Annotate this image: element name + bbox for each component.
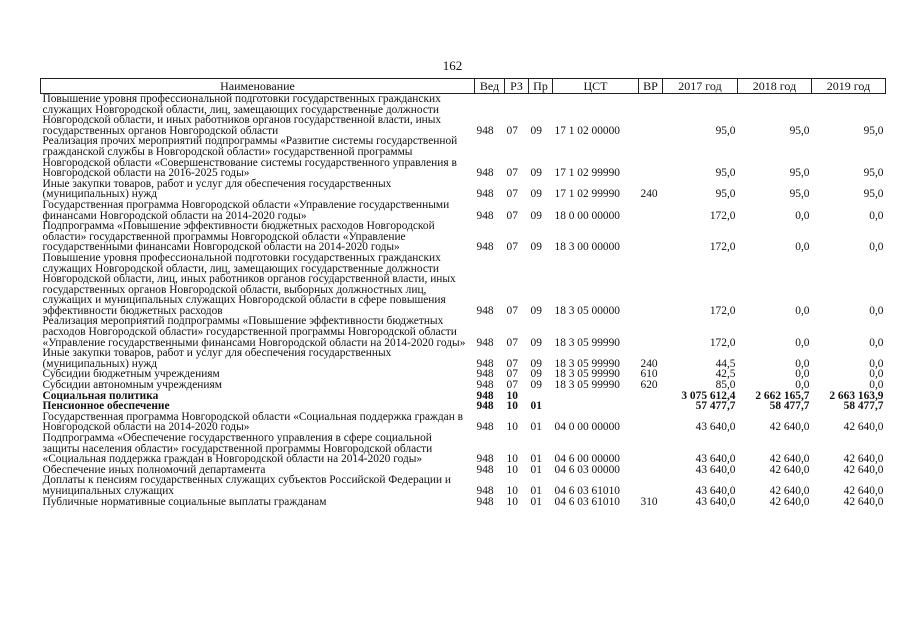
cell-pr: 09 [530,167,542,180]
table-body [41,94,886,508]
cell-cst: 18 0 00 00000 [554,209,620,222]
header-name: Наименование [41,79,475,94]
cell-y2019: 42 640,0 [843,453,884,466]
cell-y2017: 95,0 [715,188,736,201]
cell-ved: 948 [476,336,494,349]
header-2017: 2017 год [663,79,738,94]
cell-y2019: 0,0 [869,357,884,370]
header-vr: ВР [639,79,663,94]
cell-name: Доплаты к пенсиям государственных служащих субъектов Российской Федерации и муниципальных служащих [42,474,452,497]
cell-y2017: 42,5 [715,368,736,381]
cell-y2019: 95,0 [863,188,884,201]
table-row [41,412,886,433]
cell-pr: 01 [530,400,542,413]
cell-cst: 04 6 03 61010 [554,495,620,508]
cell-y2019: 58 477,7 [843,400,884,413]
cell-cst: 04 6 03 00000 [554,463,620,476]
cell-rz: 10 [506,495,518,508]
cell-y2018: 42 640,0 [769,463,810,476]
cell-y2019: 95,0 [863,167,884,180]
cell-name: Иные закупки товаров, работ и услуг для обеспечения государственных (муниципальных) нужд [42,177,392,201]
cell-cst: 17 1 02 99990 [554,167,620,180]
cell-rz: 07 [506,241,518,254]
cell-ved: 948 [476,400,494,413]
page-number: 162 [442,58,463,73]
cell-name: Публичные нормативные социальные выплаты гражданам [42,495,327,508]
cell-y2018: 42 640,0 [769,495,810,508]
cell-cst: 18 3 05 99990 [554,368,620,381]
cell-vr: 240 [640,357,658,370]
table-row [41,136,886,178]
cell-rz: 07 [506,304,518,317]
cell-name: Социальная политика [42,389,159,402]
cell-y2017: 3 075 612,4 [681,389,736,402]
cell-y2019: 42 640,0 [843,495,884,508]
cell-y2018: 95,0 [789,188,810,201]
cell-name: Субсидии автономным учреждениям [42,379,222,392]
cell-y2018: 95,0 [789,124,810,137]
cell-cst: 18 3 05 99990 [554,357,620,370]
cell-pr: 09 [530,379,542,392]
cell-y2019: 0,0 [869,368,884,381]
cell-vr [639,136,663,178]
cell-vr: 240 [640,188,658,201]
cell-vr [639,391,663,402]
cell-y2018: 42 640,0 [769,421,810,434]
cell-rz: 10 [506,400,518,413]
cell-y2017: 172,0 [709,336,736,349]
cell-ved: 948 [476,241,494,254]
table-row [41,433,886,465]
cell-rz: 07 [506,357,518,370]
cell-vr [639,94,663,137]
cell-y2018: 0,0 [795,304,810,317]
cell-y2017: 95,0 [715,167,736,180]
cell-pr: 09 [530,124,542,137]
cell-y2017: 43 640,0 [695,495,736,508]
header-pr: Пр [529,79,553,94]
cell-rz: 10 [506,484,518,497]
cell-cst: 18 3 00 00000 [554,241,620,254]
cell-vr [639,200,663,221]
cell-cst: 18 3 05 99990 [554,336,620,349]
table-row [41,200,886,221]
cell-ved: 948 [476,167,494,180]
cell-y2017: 43 640,0 [695,453,736,466]
cell-ved: 948 [476,379,494,392]
cell-name: Реализация мероприятий подпрограммы «Повышение эффективности бюджетных расходов Новгородской области» государственной программы Новгородской области «Управление государственными финансами Новгородской области на 2014-2020 годы» [42,315,466,349]
cell-name: Пенсионное обеспечение [42,400,170,413]
header-2018: 2018 год [738,79,812,94]
cell-rz: 10 [506,389,518,402]
cell-ved: 948 [476,124,494,137]
cell-vr [639,253,663,317]
cell-y2018: 0,0 [795,209,810,222]
table-row [41,475,886,496]
cell-vr [639,412,663,433]
cell-rz: 07 [506,188,518,201]
cell-cst: 18 3 05 00000 [554,304,620,317]
cell-rz: 07 [506,336,518,349]
cell-cst: 04 6 03 61010 [554,484,620,497]
table-header-row [41,79,886,94]
cell-pr: 01 [530,463,542,476]
cell-name: Государственная программа Новгородской области «Социальная поддержка граждан в Новгородской области на 2014-2020 годы» [42,410,464,434]
cell-vr [639,401,663,412]
cell-y2019: 0,0 [869,209,884,222]
cell-ved: 948 [476,357,494,370]
cell-rz: 10 [506,421,518,434]
cell-pr: 09 [530,357,542,370]
cell-vr: 610 [640,368,658,381]
cell-y2017: 57 477,7 [695,400,736,413]
cell-cst: 17 1 02 99990 [554,188,620,201]
cell-y2019: 0,0 [869,336,884,349]
cell-y2017: 172,0 [709,209,736,222]
cell-pr: 09 [530,188,542,201]
budget-table [40,78,886,507]
cell-y2019: 0,0 [869,241,884,254]
cell-y2018: 95,0 [789,167,810,180]
cell-y2019: 42 640,0 [843,463,884,476]
cell-pr: 01 [530,484,542,497]
cell-y2018: 2 662 165,7 [755,389,810,402]
cell-ved: 948 [476,188,494,201]
cell-pr: 09 [530,368,542,381]
table-row [41,221,886,253]
cell-cst: 04 6 00 00000 [554,453,620,466]
cell-y2017: 44,5 [715,357,736,370]
header-2019: 2019 год [812,79,886,94]
cell-y2019: 2 663 163,9 [829,389,884,402]
cell-vr [639,316,663,348]
cell-y2017: 85,0 [715,379,736,392]
cell-y2017: 43 640,0 [695,484,736,497]
cell-y2019: 95,0 [863,124,884,137]
header-cst: ЦСТ [553,79,639,94]
cell-name: Государственная программа Новгородской области «Управление государственными финансами Новгородской области на 2014-2020 годы» [42,198,450,222]
cell-rz: 07 [506,124,518,137]
cell-y2019: 42 640,0 [843,421,884,434]
table-row [41,497,886,508]
cell-y2018: 0,0 [795,368,810,381]
cell-name: Субсидии бюджетным учреждениям [42,368,220,381]
cell-name: Повышение уровня профессиональной подготовки государственных гражданских служащих Новгородской области, лиц, замещающих государственные должности Новгородской области, и иных работников органов государственной власти, иных государственных органов Новгородской области [42,93,442,137]
cell-y2017: 95,0 [715,124,736,137]
cell-cst: 04 0 00 00000 [554,421,620,434]
header-rz: РЗ [505,79,529,94]
cell-cst: 18 3 05 99990 [554,379,620,392]
cell-pr: 09 [530,209,542,222]
cell-ved: 948 [476,368,494,381]
cell-pr: 01 [530,453,542,466]
cell-vr [639,221,663,253]
cell-ved: 948 [476,484,494,497]
cell-ved: 948 [476,463,494,476]
cell-pr: 01 [530,495,542,508]
cell-y2018: 42 640,0 [769,484,810,497]
cell-name: Повышение уровня профессиональной подготовки государственных гражданских служащих Новгородской области, лиц, замещающих государственные должности Новгородской области, лиц, иных работников органов государственной власти, иных государственных органов Новгородской области, выборных должностных лиц, служащих и муниципальных служащих Новгородской области в сфере повышения эффективности бюджетных расходов [42,251,456,317]
cell-name: Реализация прочих мероприятий подпрограммы «Развитие системы государственной гражданской службы в Новгородской области» государственной программы Новгородской области «Совершенствование системы государственного управления в Новгородской области на 2016-2025 годы» [42,135,458,180]
cell-ved: 948 [476,453,494,466]
cell-y2017: 172,0 [709,241,736,254]
cell-rz: 07 [506,167,518,180]
cell-y2019: 0,0 [869,379,884,392]
cell-y2017: 43 640,0 [695,463,736,476]
cell-rz: 07 [506,209,518,222]
cell-name: Подпрограмма «Обеспечение государственного управления в сфере социальной защиты населения области» государственной программы Новгородской области «Социальная поддержка граждан в Новгородской области на 2014-2020 годы» [42,432,433,466]
cell-cst [553,391,639,402]
cell-vr: 620 [640,379,658,392]
cell-ved: 948 [476,421,494,434]
cell-rz: 10 [506,453,518,466]
cell-rz: 07 [506,368,518,381]
cell-pr: 09 [530,241,542,254]
header-ved: Вед [475,79,505,94]
cell-name: Обеспечение иных полномочий департамента [42,463,266,476]
cell-cst [553,401,639,412]
cell-name: Подпрограмма «Повышение эффективности бюджетных расходов Новгородской области» государственной программы Новгородской области «Управление государственными финансами Новгородской области на 2014-2020 годы» [42,220,435,254]
table-row [41,348,886,369]
cell-pr: 09 [530,336,542,349]
table-row [41,179,886,200]
cell-vr: 310 [640,495,658,508]
cell-ved: 948 [476,495,494,508]
cell-vr [639,475,663,496]
cell-ved: 948 [476,389,494,402]
cell-y2018: 42 640,0 [769,453,810,466]
table-row [41,94,886,137]
cell-y2019: 0,0 [869,304,884,317]
cell-pr: 09 [530,304,542,317]
cell-y2017: 172,0 [709,304,736,317]
cell-vr [639,465,663,476]
cell-y2018: 0,0 [795,379,810,392]
cell-y2018: 0,0 [795,241,810,254]
table-row [41,316,886,348]
cell-pr: 01 [530,421,542,434]
cell-y2018: 0,0 [795,357,810,370]
cell-ved: 948 [476,209,494,222]
cell-y2017: 43 640,0 [695,421,736,434]
cell-cst: 17 1 02 00000 [554,124,620,137]
cell-y2019: 42 640,0 [843,484,884,497]
cell-rz: 07 [506,379,518,392]
cell-y2018: 0,0 [795,336,810,349]
cell-y2018: 58 477,7 [769,400,810,413]
cell-ved: 948 [476,304,494,317]
table-row [41,253,886,317]
cell-vr [639,433,663,465]
cell-name: Иные закупки товаров, работ и услуг для обеспечения государственных (муниципальных) нужд [42,347,392,370]
cell-rz: 10 [506,463,518,476]
